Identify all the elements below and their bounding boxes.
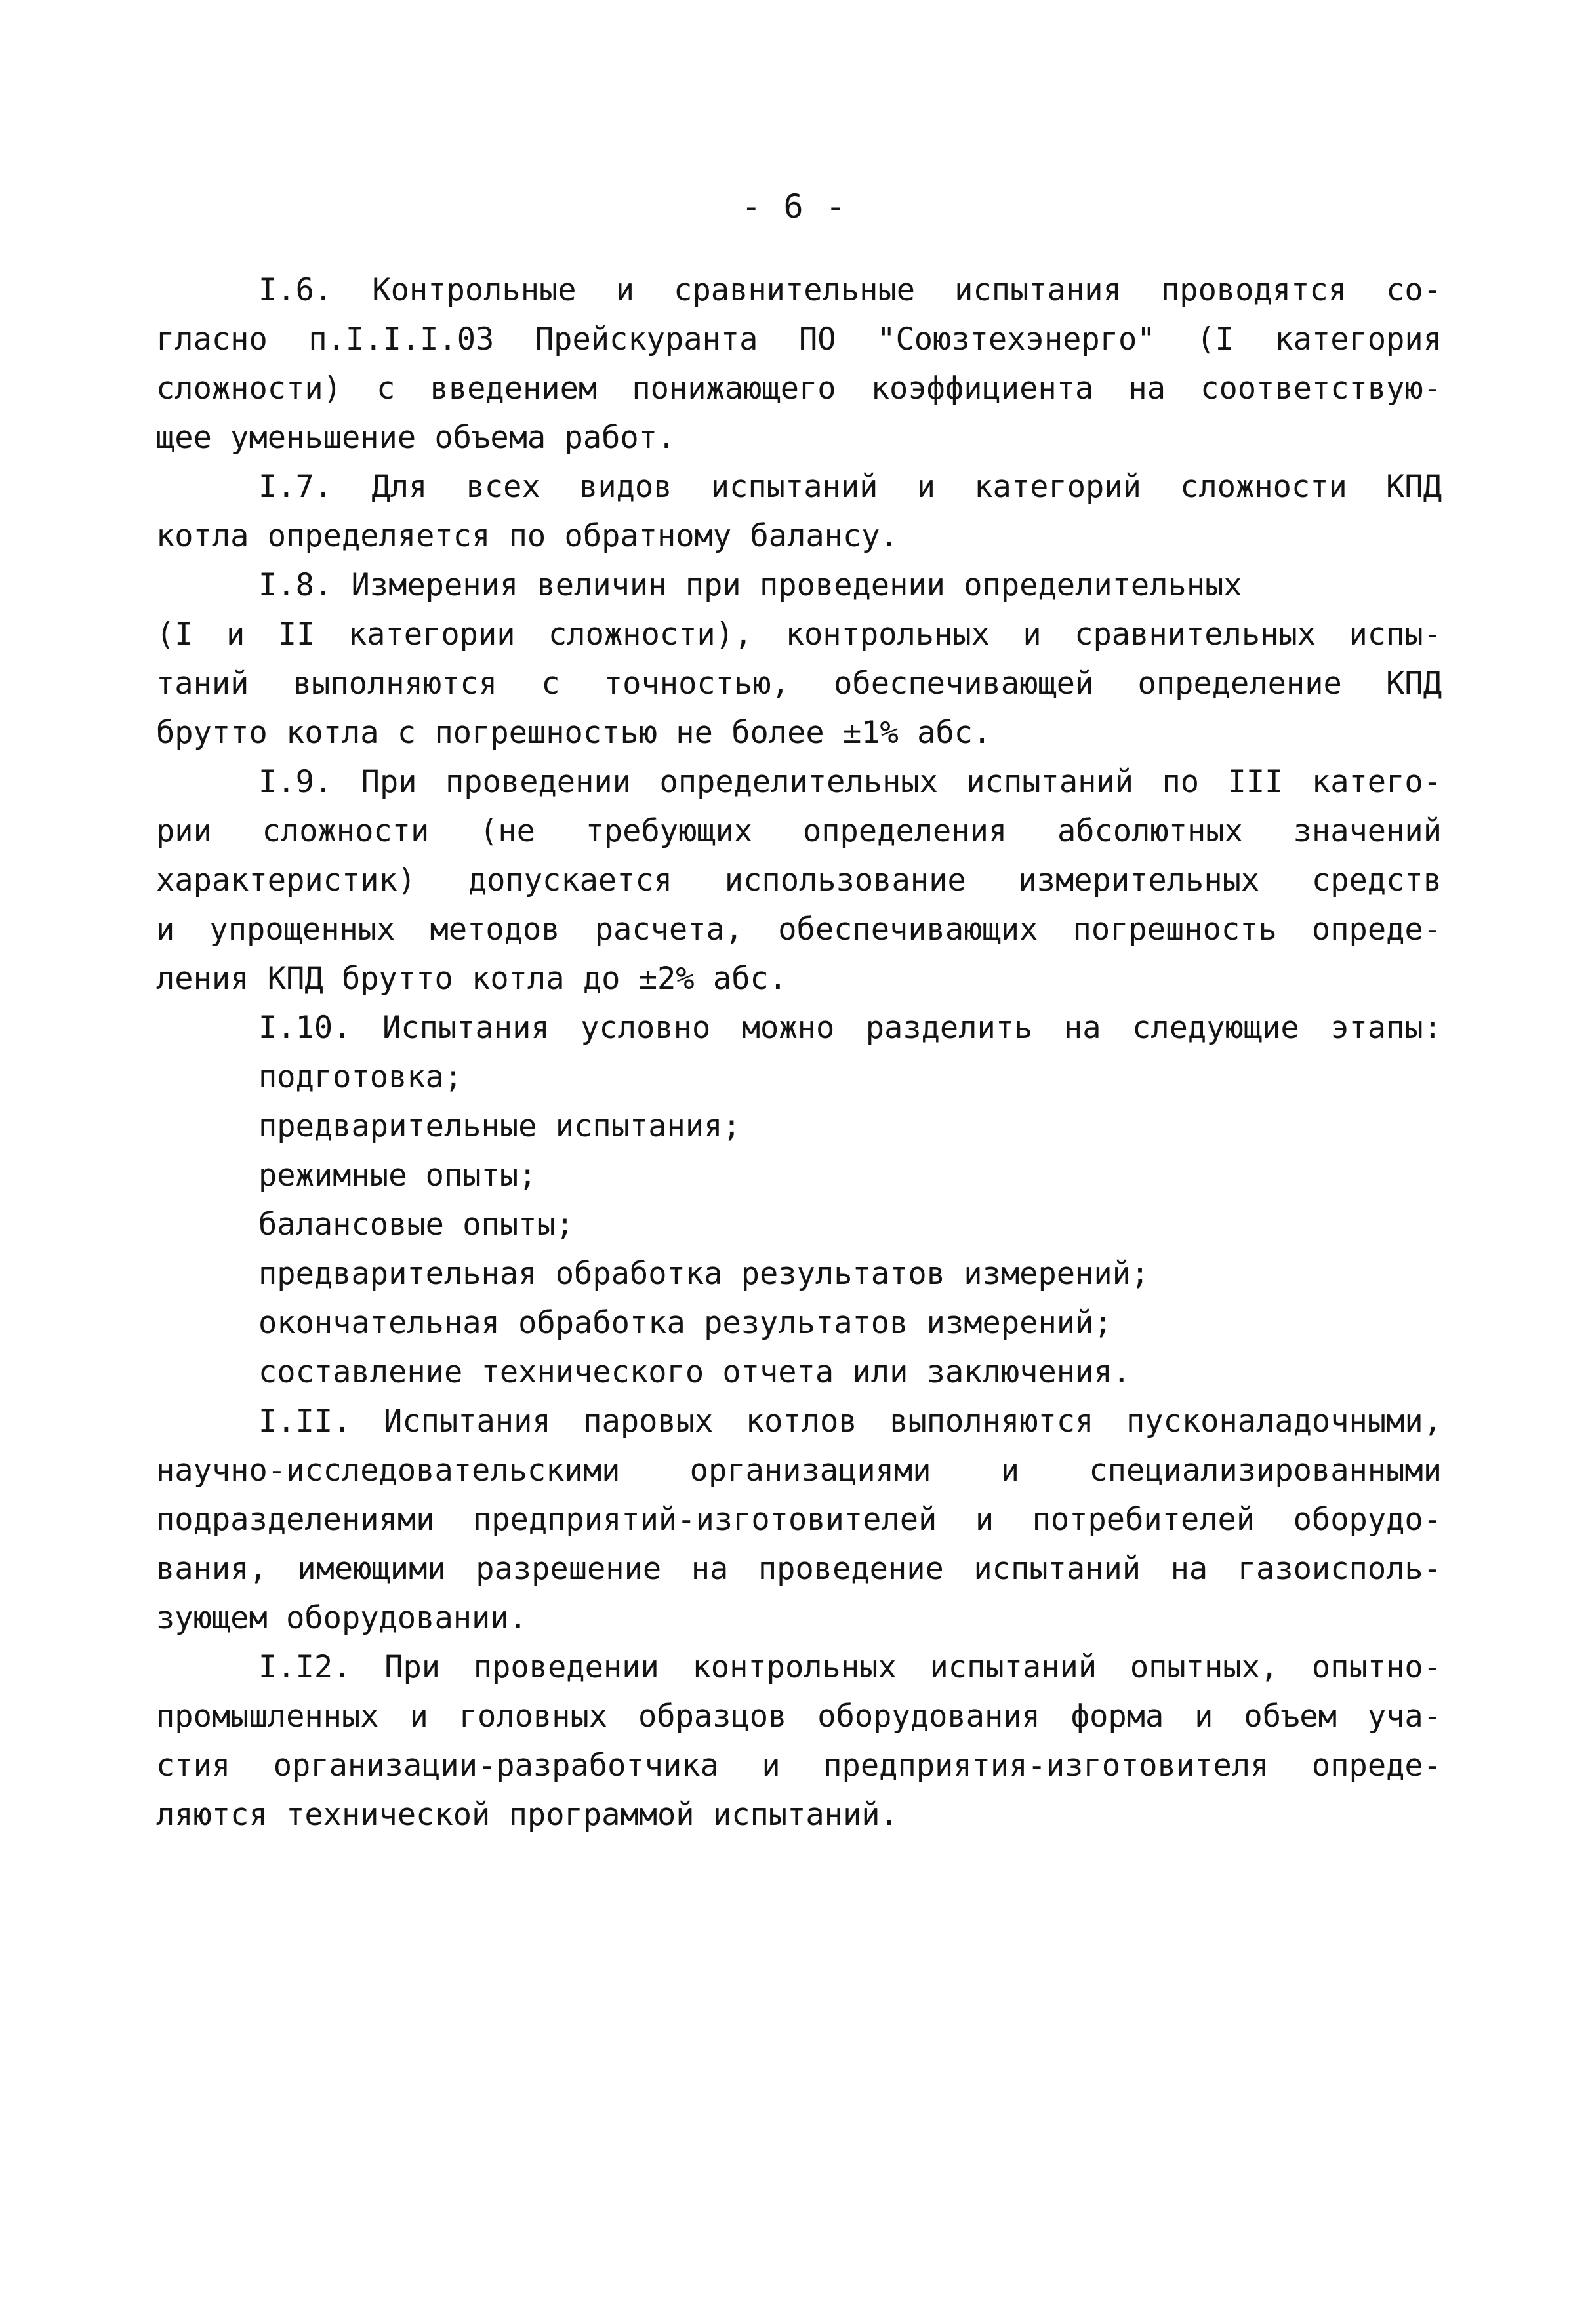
list-item: балансовые опыты; [258,1207,575,1243]
text-line: I.8. Измерения величин при проведении определительных [258,567,1242,603]
text-line: промышленных и головных образцов оборудования форма и объем уча- [156,1698,1442,1734]
text-line: вания, имеющими разрешение на проведение испытаний на газоисполь- [156,1551,1442,1587]
text-line: сложности) с введением понижающего коэффициента на соответствую- [156,371,1442,407]
list-item: предварительные испытания; [258,1108,741,1144]
text-line: стия организации-разработчика и предприятия-изготовителя опреде- [156,1748,1442,1784]
list-item: режимные опыты; [258,1157,537,1193]
text-line: брутто котла с погрешностью не более ±1% абс. [156,715,992,751]
text-line: I.10. Испытания условно можно разделить на следующие этапы: [258,1010,1442,1046]
text-line: I.7. Для всех видов испытаний и категорий сложности КПД [258,469,1442,505]
text-line: I.9. При проведении определительных испытаний по III катего- [258,764,1442,800]
list-item: составление технического отчета или заключения. [258,1354,1131,1390]
list-item: подготовка; [258,1059,463,1095]
text-line: котла определяется по обратному балансу. [156,518,899,554]
text-line: I.I2. При проведении контрольных испытаний опытных, опытно- [258,1649,1442,1685]
text-line: научно-исследовательскими организациями и специализированными [156,1452,1442,1489]
page-number: - 6 - [741,188,847,226]
list-item: предварительная обработка результатов измерений; [258,1256,1150,1292]
text-line: гласно п.I.I.I.03 Прейскуранта ПО "Союзтехэнерго" (I категория [156,321,1442,357]
text-line: рии сложности (не требующих определения абсолютных значений [156,813,1442,849]
text-line: таний выполняются с точностью, обеспечивающей определение КПД [156,666,1442,702]
text-line: ляются технической программой испытаний. [156,1797,899,1833]
text-line: зующем оборудовании. [156,1600,527,1636]
text-line: и упрощенных методов расчета, обеспечивающих погрешность опреде- [156,912,1442,948]
text-line: характеристик) допускается использование измерительных средств [156,862,1442,898]
text-line: I.6. Контрольные и сравнительные испытания проводятся со- [258,272,1442,308]
body-text [156,266,1442,1839]
text-line: подразделениями предприятий-изготовителей и потребителей оборудо- [156,1502,1442,1538]
text-line: ления КПД брутто котла до ±2% абс. [156,961,788,997]
text-line: I.II. Испытания паровых котлов выполняются пусконаладочными, [258,1403,1442,1439]
list-item: окончательная обработка результатов измерений; [258,1305,1112,1341]
text-line: (I и II категории сложности), контрольных и сравнительных испы- [156,616,1442,652]
text-line: щее уменьшение объема работ. [156,420,676,456]
